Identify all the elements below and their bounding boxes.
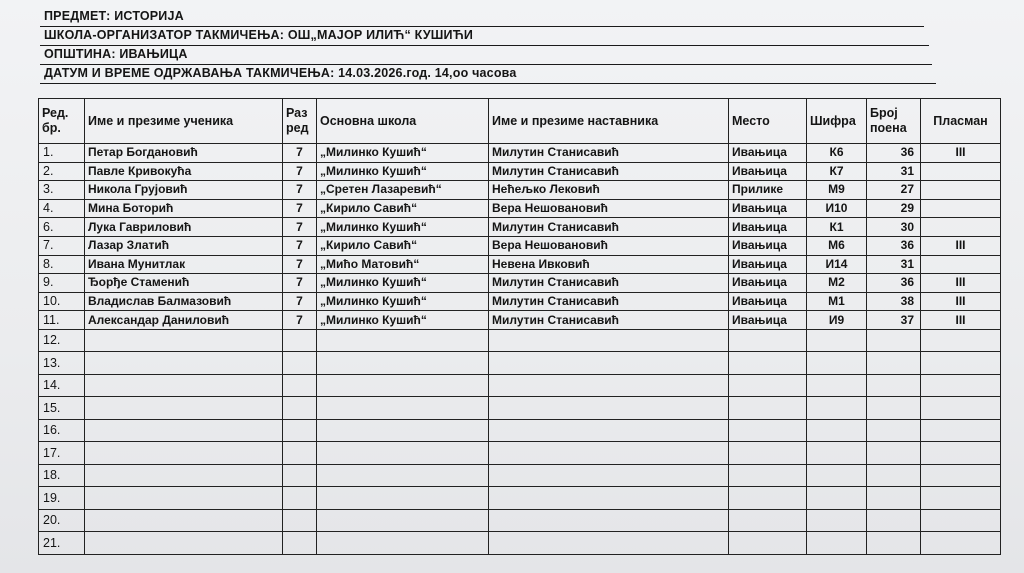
cell-teacher: Милутин Станисавић (489, 144, 729, 163)
cell-place: Ивањица (729, 292, 807, 311)
empty-cell (729, 329, 807, 352)
empty-cell (489, 464, 729, 487)
empty-cell (921, 397, 1001, 420)
empty-cell (921, 442, 1001, 465)
col-header-grade: Раз ред (283, 99, 317, 144)
cell-place: Ивањица (729, 144, 807, 163)
empty-cell (85, 442, 283, 465)
empty-cell (807, 329, 867, 352)
empty-cell (921, 487, 1001, 510)
empty-cell (317, 464, 489, 487)
cell-place: Ивањица (729, 162, 807, 181)
cell-no: 8. (39, 255, 85, 274)
cell-student: Никола Грујовић (85, 181, 283, 200)
cell-student: Ивана Мунитлак (85, 255, 283, 274)
empty-cell (283, 374, 317, 397)
cell-grade: 7 (283, 255, 317, 274)
empty-cell (489, 419, 729, 442)
empty-cell (867, 532, 921, 555)
cell-no: 19. (39, 487, 85, 510)
empty-cell (489, 352, 729, 375)
cell-no: 13. (39, 352, 85, 375)
empty-cell (317, 532, 489, 555)
empty-table-row (39, 509, 1001, 532)
table-header-row (39, 99, 1001, 144)
empty-cell (283, 397, 317, 420)
cell-code: М2 (807, 274, 867, 293)
cell-points: 30 (867, 218, 921, 237)
empty-table-row (39, 374, 1001, 397)
empty-cell (85, 419, 283, 442)
cell-school: „Милинко Кушић“ (317, 218, 489, 237)
cell-rank (921, 162, 1001, 181)
cell-teacher: Невена Ивковић (489, 255, 729, 274)
empty-cell (85, 532, 283, 555)
cell-place: Прилике (729, 181, 807, 200)
cell-place: Ивањица (729, 199, 807, 218)
cell-rank (921, 199, 1001, 218)
empty-cell (283, 419, 317, 442)
empty-table-row (39, 419, 1001, 442)
cell-rank (921, 218, 1001, 237)
empty-cell (489, 397, 729, 420)
col-header-points: Број поена (867, 99, 921, 144)
cell-school: „Милинко Кушић“ (317, 144, 489, 163)
cell-no: 4. (39, 199, 85, 218)
empty-cell (867, 374, 921, 397)
cell-no: 7. (39, 236, 85, 255)
cell-teacher: Милутин Станисавић (489, 218, 729, 237)
cell-points: 31 (867, 255, 921, 274)
empty-cell (807, 532, 867, 555)
cell-points: 36 (867, 144, 921, 163)
cell-code: К1 (807, 218, 867, 237)
cell-school: „Милинко Кушић“ (317, 274, 489, 293)
cell-code: М6 (807, 236, 867, 255)
empty-cell (729, 419, 807, 442)
school-line: ШКОЛА-ОРГАНИЗАТОР ТАКМИЧЕЊА: ОШ„МАЈОР ИЛИЋ“ КУШИЋИ (40, 27, 929, 46)
empty-cell (85, 374, 283, 397)
cell-teacher: Милутин Станисавић (489, 311, 729, 330)
cell-student: Лука Гавриловић (85, 218, 283, 237)
cell-code: И9 (807, 311, 867, 330)
empty-cell (807, 487, 867, 510)
table-row (39, 199, 1001, 218)
empty-cell (283, 442, 317, 465)
empty-cell (867, 329, 921, 352)
col-header-code: Шифра (807, 99, 867, 144)
cell-code: К7 (807, 162, 867, 181)
cell-points: 37 (867, 311, 921, 330)
cell-rank: III (921, 144, 1001, 163)
empty-cell (729, 509, 807, 532)
empty-cell (921, 374, 1001, 397)
cell-school: „Милинко Кушић“ (317, 162, 489, 181)
cell-grade: 7 (283, 144, 317, 163)
cell-code: М9 (807, 181, 867, 200)
empty-cell (283, 352, 317, 375)
cell-no: 10. (39, 292, 85, 311)
cell-points: 36 (867, 236, 921, 255)
cell-rank (921, 181, 1001, 200)
empty-cell (283, 532, 317, 555)
col-header-place: Место (729, 99, 807, 144)
empty-cell (317, 329, 489, 352)
cell-rank (921, 255, 1001, 274)
cell-teacher: Милутин Станисавић (489, 162, 729, 181)
cell-points: 27 (867, 181, 921, 200)
cell-grade: 7 (283, 292, 317, 311)
table-row (39, 274, 1001, 293)
empty-cell (867, 442, 921, 465)
col-header-teacher: Име и презиме наставника (489, 99, 729, 144)
cell-code: М1 (807, 292, 867, 311)
cell-teacher: Вера Нешовановић (489, 236, 729, 255)
cell-no: 20. (39, 509, 85, 532)
empty-cell (807, 352, 867, 375)
empty-cell (317, 487, 489, 510)
empty-cell (867, 419, 921, 442)
cell-no: 3. (39, 181, 85, 200)
cell-teacher: Нећељко Лековић (489, 181, 729, 200)
empty-table-row (39, 397, 1001, 420)
empty-table-row (39, 352, 1001, 375)
empty-cell (489, 442, 729, 465)
municipality-line: ОПШТИНА: ИВАЊИЦА (40, 46, 932, 65)
cell-teacher: Милутин Станисавић (489, 274, 729, 293)
empty-cell (489, 487, 729, 510)
table-row (39, 311, 1001, 330)
table-row (39, 292, 1001, 311)
cell-student: Ђорђе Стаменић (85, 274, 283, 293)
cell-no: 18. (39, 464, 85, 487)
empty-cell (489, 374, 729, 397)
col-header-rank: Пласман (921, 99, 1001, 144)
empty-cell (729, 532, 807, 555)
cell-grade: 7 (283, 236, 317, 255)
cell-no: 15. (39, 397, 85, 420)
empty-cell (283, 329, 317, 352)
cell-student: Мина Боторић (85, 199, 283, 218)
empty-table-row (39, 442, 1001, 465)
cell-school: „Мићо Матовић“ (317, 255, 489, 274)
cell-rank: III (921, 274, 1001, 293)
empty-cell (729, 487, 807, 510)
cell-no: 21. (39, 532, 85, 555)
empty-cell (867, 464, 921, 487)
document-header (40, 8, 920, 84)
cell-grade: 7 (283, 162, 317, 181)
cell-rank: III (921, 236, 1001, 255)
empty-cell (85, 487, 283, 510)
empty-cell (807, 397, 867, 420)
cell-grade: 7 (283, 311, 317, 330)
cell-student: Владислав Балмазовић (85, 292, 283, 311)
cell-place: Ивањица (729, 218, 807, 237)
col-header-no: Ред. бр. (39, 99, 85, 144)
cell-student: Александар Даниловић (85, 311, 283, 330)
empty-cell (317, 509, 489, 532)
cell-school: „Сретен Лазаревић“ (317, 181, 489, 200)
cell-points: 29 (867, 199, 921, 218)
empty-cell (921, 509, 1001, 532)
empty-cell (317, 419, 489, 442)
empty-cell (489, 329, 729, 352)
cell-no: 11. (39, 311, 85, 330)
empty-cell (283, 509, 317, 532)
empty-cell (317, 397, 489, 420)
empty-cell (807, 442, 867, 465)
table-row (39, 144, 1001, 163)
cell-teacher: Вера Нешовановић (489, 199, 729, 218)
cell-place: Ивањица (729, 274, 807, 293)
cell-no: 1. (39, 144, 85, 163)
empty-cell (317, 374, 489, 397)
empty-cell (85, 329, 283, 352)
subject-line: ПРЕДМЕТ: ИСТОРИЈА (40, 8, 924, 27)
empty-cell (489, 532, 729, 555)
empty-cell (921, 329, 1001, 352)
cell-place: Ивањица (729, 311, 807, 330)
cell-no: 16. (39, 419, 85, 442)
empty-cell (85, 464, 283, 487)
empty-table-row (39, 532, 1001, 555)
empty-table-row (39, 487, 1001, 510)
empty-cell (729, 352, 807, 375)
cell-no: 2. (39, 162, 85, 181)
table-row (39, 255, 1001, 274)
cell-school: „Милинко Кушић“ (317, 292, 489, 311)
empty-cell (867, 509, 921, 532)
empty-cell (807, 419, 867, 442)
empty-cell (317, 352, 489, 375)
empty-cell (283, 464, 317, 487)
cell-rank: III (921, 292, 1001, 311)
cell-grade: 7 (283, 199, 317, 218)
empty-cell (921, 464, 1001, 487)
cell-teacher: Милутин Станисавић (489, 292, 729, 311)
empty-cell (317, 442, 489, 465)
cell-school: „Милинко Кушић“ (317, 311, 489, 330)
empty-cell (867, 487, 921, 510)
cell-no: 6. (39, 218, 85, 237)
empty-cell (921, 352, 1001, 375)
empty-cell (867, 397, 921, 420)
table-row (39, 218, 1001, 237)
cell-code: И10 (807, 199, 867, 218)
table-body (39, 144, 1001, 555)
cell-student: Петар Богдановић (85, 144, 283, 163)
col-header-school: Основна школа (317, 99, 489, 144)
cell-place: Ивањица (729, 255, 807, 274)
col-header-student: Име и презиме ученика (85, 99, 283, 144)
cell-school: „Кирило Савић“ (317, 199, 489, 218)
cell-no: 12. (39, 329, 85, 352)
empty-cell (807, 464, 867, 487)
cell-student: Лазар Златић (85, 236, 283, 255)
cell-grade: 7 (283, 274, 317, 293)
empty-cell (729, 464, 807, 487)
empty-cell (489, 509, 729, 532)
empty-cell (85, 352, 283, 375)
cell-points: 36 (867, 274, 921, 293)
results-table-wrapper (38, 98, 1001, 555)
cell-school: „Кирило Савић“ (317, 236, 489, 255)
table-row (39, 236, 1001, 255)
cell-points: 38 (867, 292, 921, 311)
cell-student: Павле Кривокућа (85, 162, 283, 181)
empty-cell (85, 397, 283, 420)
empty-cell (807, 374, 867, 397)
empty-table-row (39, 464, 1001, 487)
empty-cell (85, 509, 283, 532)
cell-no: 14. (39, 374, 85, 397)
results-table (38, 98, 1001, 555)
cell-points: 31 (867, 162, 921, 181)
cell-grade: 7 (283, 181, 317, 200)
empty-cell (921, 419, 1001, 442)
empty-cell (867, 352, 921, 375)
table-row (39, 181, 1001, 200)
cell-no: 17. (39, 442, 85, 465)
empty-cell (283, 487, 317, 510)
cell-place: Ивањица (729, 236, 807, 255)
empty-table-row (39, 329, 1001, 352)
empty-cell (921, 532, 1001, 555)
cell-no: 9. (39, 274, 85, 293)
cell-code: К6 (807, 144, 867, 163)
datetime-line: ДАТУМ И ВРЕМЕ ОДРЖАВАЊА ТАКМИЧЕЊА: 14.03.2026.год. 14,оо часова (40, 65, 936, 84)
cell-rank: III (921, 311, 1001, 330)
cell-grade: 7 (283, 218, 317, 237)
empty-cell (729, 374, 807, 397)
empty-cell (729, 397, 807, 420)
cell-code: И14 (807, 255, 867, 274)
table-row (39, 162, 1001, 181)
empty-cell (807, 509, 867, 532)
empty-cell (729, 442, 807, 465)
